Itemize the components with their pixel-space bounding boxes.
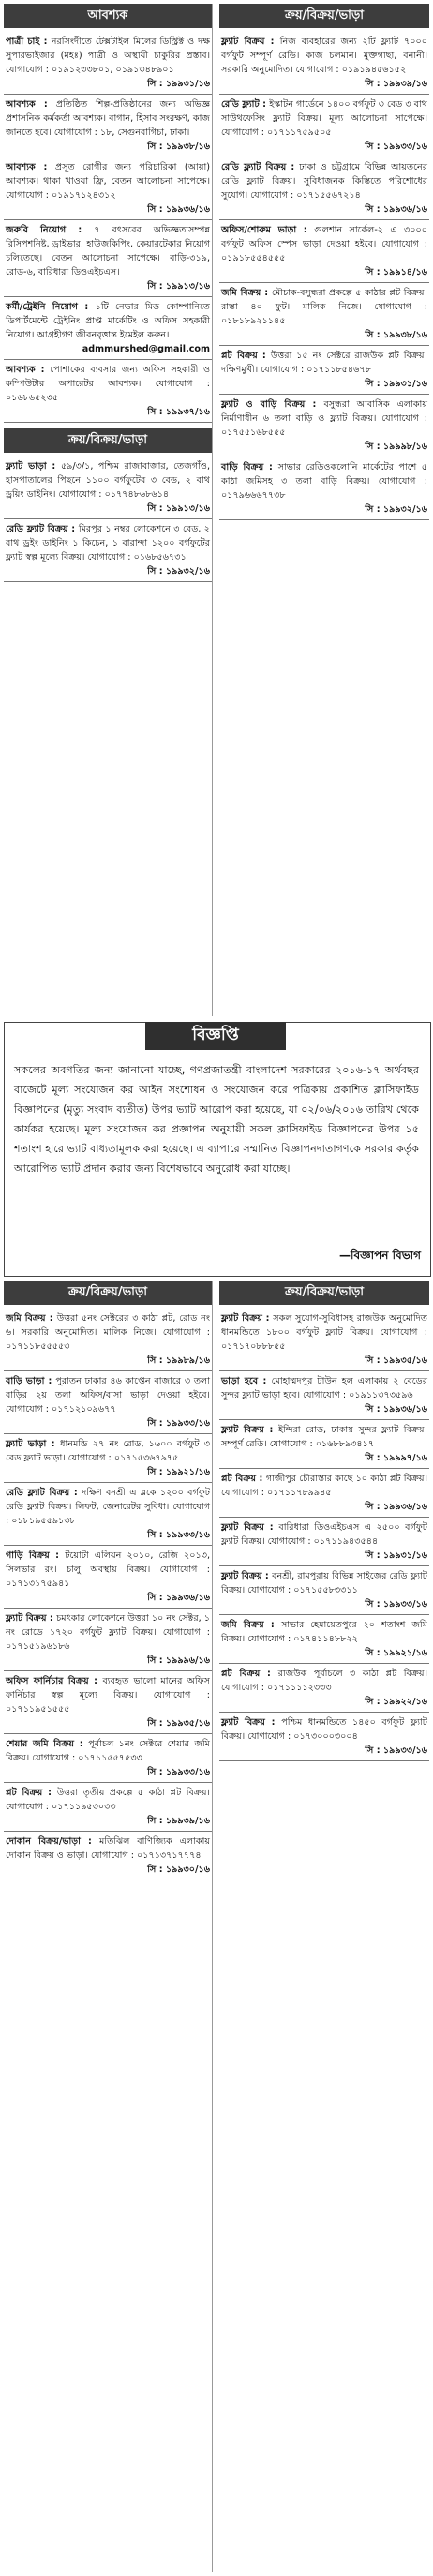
ad-body: সাভার রেডিওকলোনি মার্কেটের পাশে ৫ কাঠা জমিসহ ৩ তলা বাড়ি বিক্রয়। যোগাযোগ : ০১৭৯৬৬৬৭৭৩৮ [221, 462, 427, 501]
ad-heading: ফ্ল্যাট বিক্রয় : [221, 1522, 279, 1533]
section-banner: ক্রয়/বিক্রয়/ভাড়া [219, 4, 429, 28]
classified-ad [4, 1371, 212, 1434]
classified-ad [4, 1734, 212, 1783]
ad-contact: সি : ১৯৯২১/১৬ [365, 1648, 427, 1658]
ad-body: উত্তরা ৫নং সেক্টরের ৩ কাঠা প্লট, রোড নং ৬। সরকারি অনুমোদিত। মালিক নিজে। যোগাযোগ : ০১৭১১৮৫৫৫৫৩ [6, 1313, 210, 1352]
ad-heading: জমি বিক্রয় : [221, 1620, 281, 1630]
ad-heading: ফ্ল্যাট বিক্রয় : [221, 1571, 273, 1581]
classified-ad [4, 1483, 212, 1546]
ad-contact: সি : ১৯৯৩৬/১৬ [365, 1502, 427, 1512]
ad-contact: সি : ১৯৯৩৩/১৬ [365, 1599, 427, 1610]
ad-contact: সি : ১৯৯৩১/১৬ [147, 79, 210, 89]
ads-list-left-bottom [4, 1309, 212, 1880]
ad-heading: রেডি ফ্ল্যাট বিক্রয় : [6, 524, 79, 534]
ad-body: বারিধারা ডিওএইচএস এ ২৫০০ বর্গফুট ফ্ল্যাট বিক্রয়। যোগাযোগ : ০১৭১১৯৪৩৫৪৪ [221, 1522, 427, 1547]
ad-heading: বাড়ি বিক্রয় : [221, 462, 278, 472]
ads-list-right-top [219, 32, 429, 520]
ad-contact: সি : ১৯৯৩৮/১৬ [147, 142, 210, 152]
section-banner: আবশ্যক [4, 4, 212, 28]
classified-ad [219, 1518, 429, 1566]
ad-body: পূর্বাচল ১নং সেক্টরে শেয়ার জমি বিক্রয়। যোগাযোগ : ০১৭১১৫৫৭৫৩৩ [6, 1739, 210, 1763]
ad-heading: রেডি ফ্ল্যাট বিক্রয় : [221, 162, 300, 172]
ad-contact: সি : ১৯৯৯৬/১৬ [147, 1655, 210, 1666]
ad-heading: গাড়ি বিক্রয় : [6, 1550, 66, 1561]
ad-contact: সি : ১৯৯১৪/১৬ [365, 267, 427, 277]
ad-body: ইন্দিরা রোড, ঢাকায় সুন্দর ফ্ল্যাট বিক্রয়। সম্পূর্ণ রেডি। যোগাযোগ : ০১৬৮৮৯৩৪১৭ [221, 1425, 427, 1449]
ad-heading: কর্মী/ট্রেইনি নিয়োগ : [6, 302, 96, 312]
ads-list-left-mid [4, 457, 212, 582]
classified-ad [219, 457, 429, 520]
classified-ad [4, 297, 212, 360]
ad-contact: সি : ১৯৯৯৭/১৬ [365, 1453, 427, 1463]
ad-body: প্রসূত রোগীর জন্য পরিচারিকা (আয়া) আবশ্যক। থাকা খাওয়া ফ্রি, বেতন আলোচনা সাপেক্ষে। যোগাযোগ : ০১৯১৭১২৪৩১২ [6, 162, 211, 201]
ad-body: গাজীপুর চৌরাস্তার কাছে ১০ কাঠা প্লট বিক্রয়। যোগাযোগ : ০১৭১১৭৮৯৯৪৫ [221, 1474, 427, 1498]
classified-ad [219, 1420, 429, 1469]
ad-body: মতিঝিল বাণিজ্যিক এলাকায় দোকান বিক্রয় ও ভাড়া। যোগাযোগ : ০১৭১৩৭১৭৭৭৪ [6, 1836, 210, 1861]
ad-body: উত্তরা ১৫ নং সেক্টরে রাজউক প্লট বিক্রয়। দক্ষিণমুখী। যোগাযোগ : ০১৭১১৮৫৪৬৭৮ [221, 351, 427, 375]
classified-ad [219, 395, 429, 457]
classified-ad [4, 220, 212, 297]
ad-heading: রেডি ফ্ল্যাট বিক্রয় : [6, 1488, 82, 1498]
ad-body: সাভার হেমায়েতপুরে ২০ শতাংশ জমি বিক্রয়। যোগাযোগ : ০১৭৪১১৪৮৮২২ [221, 1620, 427, 1644]
classified-ad [219, 1664, 429, 1713]
ad-contact: admmurshed@gmail.com [82, 344, 210, 354]
ad-contact: সি : ১৯৯৯৮/১৬ [365, 442, 427, 452]
ad-contact: সি : ১৯৯৩৩/১৬ [365, 1745, 427, 1756]
ad-body: ব্যবহৃত ভালো মানের অফিস ফার্নিচার স্বল্প মূল্যে বিক্রয়। যোগাযোগ : ০১৭১১৯৫১৫৫৫ [6, 1676, 210, 1715]
ad-contact: সি : ১৯৯৩১/১৬ [365, 1550, 427, 1561]
ad-heading: অফিস ফার্নিচার বিক্রয় : [6, 1676, 103, 1686]
ad-heading: অফিস/শোরুম ভাড়া : [221, 225, 315, 235]
ad-contact: সি : ১৯৯৩৫/১৬ [147, 1718, 210, 1729]
ad-body: দক্ষিণ বনশ্রী এ ব্লকে ১২০০ বর্গফুট রেডি ফ্ল্যাট বিক্রয়। লিফট, জেনারেটর সুবিধা। যোগাযোগ : ০১৮১৯৫৫৯১৩৮ [6, 1488, 210, 1526]
column-left-bottom [4, 1281, 213, 2572]
ad-contact: সি : ১৯৯৩০/১৬ [147, 1865, 210, 1875]
ad-body: উত্তরা তৃতীয় প্রকল্পে ৫ কাঠা প্লট বিক্রয়। যোগাযোগ : ০১৭১১৯৫৩০৩৩ [6, 1788, 210, 1812]
ad-body: মিরপুর ১ নম্বর লোকেশনে ৩ বেড, ২ বাথ ড্রইং ডাইনিং ১ কিচেন, ১ বারান্দা ১২০০ বর্গফুটের ফ্ল্যাট স্বল্প মূল্যে বিক্রয়। যোগাযোগ : ০১৬৮৫৬৭৩১ [6, 524, 210, 562]
column-right-bottom [219, 1281, 429, 2572]
notice-signature: —বিজ্ঞাপন বিভাগ [339, 1249, 421, 1262]
ad-contact: সি : ১৯৯৩৫/১৬ [365, 1355, 427, 1366]
notice-body: সকলের অবগতির জন্য জানানো যাচ্ছে, গণপ্রজাতন্ত্রী বাংলাদেশ সরকারের ২০১৬-১৭ অর্থবছর বাজেটে মূল্য সংযোজন কর আইন সংশোধন ও সংযোজন করে পত্রিকায় প্রকাশিত ক্লাসিফাইড বিজ্ঞাপনের (মৃত্যু সংবাদ ব্যতীত) উপর ভ্যাট আরোপ করা হয়েছে, যা ০২/০৬/২০১৬ তারিখ থেকে কার্যকর হয়েছে। মূল্য সংযোজন কর প্রজ্ঞাপন অনুযায়ী সকল ক্লাসিফাইড বিজ্ঞাপনের উপর ১৫ শতাংশ হারে ভ্যাট বাধ্যতামূলক করা হয়েছে। এ ব্যাপারে সম্মানিত বিজ্ঞাপনদাতাগণকে সরকার কর্তৃক আরোপিত ভ্যাট প্রদান করার জন্য বিশেষভাবে অনুরোধ করা যাচ্ছে। [14, 1064, 419, 1175]
ad-contact: সি : ১৯৯৩৬/১৬ [147, 204, 210, 215]
classified-ad [4, 457, 212, 519]
classified-ad [4, 1434, 212, 1483]
ad-heading: বাড়ি ভাড়া : [6, 1376, 56, 1386]
ad-body: ঢাকা ও চট্টগ্রামে বিভিন্ন আয়তনের রেডি ফ্ল্যাট বিক্রয়। সুবিধাজনক কিস্তিতে পরিশোধের সুযোগ। যোগাযোগ : ০১৭১৫৫৬৭২১৪ [221, 162, 427, 201]
ad-contact: সি : ১৯৯২১/১৬ [147, 1467, 210, 1477]
ad-body: নিজ ব্যবহারের জন্য ২টি ফ্ল্যাট ৭০০০ বর্গফুট সম্পূর্ণ রেডি। কাজ চলমান। মুক্তগাছা, বনানী। সরকারি অনুমোদিত। যোগাযোগ : ০১৯১৯৪৫৬১৫২ [221, 37, 427, 75]
ad-heading: ফ্ল্যাট ভাড়া : [6, 461, 61, 472]
ad-contact: সি : ১৯৯৩১/১৬ [365, 379, 427, 389]
classified-ad [4, 1671, 212, 1734]
ad-heading: প্লট বিক্রয় : [221, 351, 271, 361]
classified-ad [4, 1546, 212, 1609]
ad-contact: সি : ১৯৯৩৭/১৬ [147, 407, 210, 417]
ad-body: মৌচাক-বসুন্ধরা প্রকল্পে ৫ কাঠার প্লট বিক্রয়। রাস্তা ৪০ ফুট। মালিক নিজে। যোগাযোগ : ০১৮১৮৯২১১৪৫ [221, 288, 427, 326]
ad-contact: সি : ১৯৯৩৬/১৬ [365, 1404, 427, 1415]
classified-ad [219, 283, 429, 346]
ad-body: নরসিংদীতে টেক্সটাইল মিলের ডিস্ট্রিক্ট ও দক্ষ সুপারভাইজার (মহঃ) পাত্রী ও অস্থায়ী চাকুরির প্রস্তাব। যোগাযোগ : ০১৯১২৩৩৮০১, ০১৯১৩৪৮৯০১ [6, 37, 210, 75]
ad-body: ১টি নেভার মিড কোম্পানিতে ডিপার্টমেন্টে ট্রেইনিং প্রাপ্ত মার্কেটিং ও অফিস সহকারী নিয়োগ। আগ্রহীগণ জীবনবৃত্তান্ত ইমেইল করুন। [6, 302, 210, 340]
ad-body: পুরাতন ঢাকার ৪৬ কাপ্তেন বাজারে ৩ তলা বাড়ির ২য় তলা অফিস/বাসা ভাড়া দেওয়া হইবে। যোগাযোগ : ০১৭১২১০৯৬৭৭ [6, 1376, 210, 1415]
ads-list-right-bottom [219, 1309, 429, 1761]
ad-contact: সি : ১৯৯৩৬/১৬ [147, 1593, 210, 1603]
ad-heading: আবশ্যক : [6, 365, 51, 375]
ad-body: ইস্কাটন গার্ডেনে ১৪০০ বর্গফুট ৩ বেড ৩ বাথ সাউথফেসিং ফ্ল্যাট বিক্রয়। মূল্য আলোচনা সাপেক্ষে। যোগাযোগ : ০১৭১১৭৫৯৫০৫ [221, 99, 428, 138]
classified-ad [219, 1615, 429, 1664]
ad-body: বনশ্রী, রামপুরায় বিভিন্ন সাইজের রেডি ফ্ল্যাট বিক্রয়। যোগাযোগ : ০১৭১৫৫৮৩৩১১ [221, 1571, 427, 1595]
ad-heading: ফ্ল্যাট বিক্রয় : [221, 1425, 279, 1435]
classified-ad [4, 1832, 212, 1880]
ad-heading: ফ্ল্যাট বিক্রয় : [6, 1613, 57, 1624]
classified-ad [4, 519, 212, 582]
ad-heading: জরুরি নিয়োগ : [6, 225, 95, 235]
ad-contact: সি : ১৯৯৩৯/১৬ [365, 79, 427, 89]
ad-heading: শেয়ার জমি বিক্রয় : [6, 1739, 89, 1749]
ad-contact: সি : ১৯৯২২/১৬ [365, 1697, 427, 1707]
ad-body: ধানমন্ডি ২৭ নং রোড, ১৬০০ বর্গফুট ৩ বেড ফ্ল্যাট ভাড়া। যোগাযোগ : ০১৭১৫৩৬৭৯৭৫ [6, 1439, 210, 1463]
ad-body: টয়োটা এলিয়ন ২০১০, রেজি ২০১৩, সিলভার রং। চালু অবস্থায় বিক্রয়। যোগাযোগ : ০১৭১৩১৭৫৯৪১ [6, 1550, 210, 1589]
ad-heading: আবশ্যক : [6, 162, 56, 172]
classified-ad [219, 1566, 429, 1615]
classified-ad [4, 1309, 212, 1371]
classified-ad [219, 1713, 429, 1761]
classified-ad [219, 1371, 429, 1420]
classified-ad [219, 220, 429, 283]
ad-heading: ফ্ল্যাট ভাড়া : [6, 1439, 61, 1449]
ad-contact: সি : ১৯৯১৩/১৬ [147, 503, 210, 514]
section-banner: ক্রয়/বিক্রয়/ভাড়া [4, 1281, 212, 1305]
ad-body: গুলশান সার্কেল-২ এ ৩০০০ বর্গফুট অফিস স্পেস ভাড়া দেওয়া হইবে। যোগাযোগ : ০১৯১৮৫৫৪৫৫৫ [221, 225, 427, 263]
ad-contact: সি : ১৯৯৩২/১৬ [365, 504, 427, 515]
classified-ad [219, 1469, 429, 1518]
ad-body: চমৎকার লোকেশনে উত্তরা ১০ নং সেক্টর, ১ নং রোডে ১৭২০ বর্গফুট ফ্ল্যাট বিক্রয়। যোগাযোগ : ০১৭১৫১৯৬১৮৬ [6, 1613, 210, 1652]
classified-ad [4, 32, 212, 95]
ad-heading: ফ্ল্যাট বিক্রয় : [221, 1717, 282, 1728]
section-banner: ক্রয়/বিক্রয়/ভাড়া [219, 1281, 429, 1305]
ad-heading: জমি বিক্রয় : [221, 288, 272, 298]
ad-heading: প্লট বিক্রয় : [221, 1474, 266, 1484]
ad-heading: ফ্ল্যাট ও বাড়ি বিক্রয় : [221, 399, 324, 410]
column-left-top [4, 4, 213, 1016]
ad-body: সকল সুযোগ-সুবিধাসহ রাজউক অনুমোদিত ধানমন্ডিতে ১৮০০ বর্গফুট ফ্ল্যাট বিক্রয়। যোগাযোগ : ০১৭১৭০৮৮৮৫৫ [221, 1313, 427, 1352]
classified-ad [219, 1309, 429, 1371]
ad-contact: সি : ১৯৯৩৬/১৬ [365, 204, 427, 215]
ad-contact: সি : ১৯৯৩৩/১৬ [147, 1530, 210, 1540]
ad-heading: ফ্ল্যাট বিক্রয় : [221, 1313, 274, 1324]
ad-heading: দোকান বিক্রয়/ভাড়া : [6, 1836, 100, 1847]
classified-ad [4, 360, 212, 423]
ad-heading: ফ্ল্যাট বিক্রয় : [221, 37, 280, 47]
ad-contact: সি : ১৯৯৩২/১৬ [147, 566, 210, 577]
ad-body: পোশাকের ব্যবসার জন্য অফিস সহকারী ও কম্পিউটার অপারেটর আবশ্যক। যোগাযোগ : ০১৬৮৬৫২৩৫ [6, 365, 211, 403]
ad-heading: রেডি ফ্ল্যাট : [221, 99, 270, 110]
ad-body: রাজউক পূর্বাচলে ৩ কাঠা প্লট বিক্রয়। যোগাযোগ : ০১৭১১১১২৩৩৩ [221, 1669, 427, 1693]
ad-contact: সি : ১৯৯৩৯/১৬ [147, 1816, 210, 1826]
ad-heading: প্লট বিক্রয় : [6, 1788, 57, 1798]
classified-ad [219, 95, 429, 157]
notice-title: বিজ্ঞপ্তি [145, 1022, 286, 1050]
classified-ad [4, 1783, 212, 1832]
column-right-top [219, 4, 429, 1016]
classified-ad [219, 346, 429, 395]
ad-contact: সি : ১৯৯৩৩/১৬ [147, 1767, 210, 1777]
classified-ad [4, 157, 212, 220]
notice-box [4, 1022, 431, 1277]
ad-body: ৭ বৎসরের অভিজ্ঞতাসম্পন্ন রিসিপশনিষ্ট, ড্রাইভার, হাউজকিপিং, কেয়ারটেকার নিয়োগ চলিতেছে। বেতন আলোচনা সাপেক্ষে। বাড়ি-৩১৯, রোড-৬, বারিধারা ডিওএইচএস। [6, 225, 210, 277]
classified-ad [4, 1609, 212, 1671]
ad-heading: পাত্রী চাই : [6, 37, 52, 47]
ad-heading: প্লট বিক্রয় : [221, 1669, 278, 1679]
classified-ad [219, 32, 429, 95]
ad-body: পশ্চিম ধানমন্ডিতে ১৪৫০ বর্গফুট ফ্ল্যাট বিক্রয়। যোগাযোগ : ০১৭৩০০০৩০০৪ [221, 1717, 427, 1742]
ad-heading: জমি বিক্রয় : [6, 1313, 57, 1324]
ad-contact: সি : ১৯৯৩৩/১৬ [147, 1418, 210, 1429]
section-banner: ক্রয়/বিক্রয়/ভাড়া [4, 428, 212, 453]
classified-ad [4, 95, 212, 157]
ads-list-left-top [4, 32, 212, 423]
ad-heading: ভাড়া হবে : [221, 1376, 272, 1386]
ad-body: প্রতিষ্ঠিত শিল্প-প্রতিষ্ঠানের জন্য অভিজ্ঞ প্রশাসনিক কর্মকর্তা আবশ্যক। বাগান, হিসাব সংরক্ষণ, কাজ জানতে হবে। যোগাযোগ : ১৮, সেগুনবাগিচা, ঢাকা। [6, 99, 210, 138]
ad-heading: আবশ্যক : [6, 99, 56, 110]
classified-ad [219, 157, 429, 220]
ad-contact: সি : ১৯৯৩৮/১৬ [365, 330, 427, 340]
ad-contact: সি : ১৯৯৮৯/১৬ [147, 1355, 210, 1366]
ad-contact: সি : ১৯৯১৩/১৬ [147, 281, 210, 292]
ad-contact: সি : ১৯৯৩৩/১৬ [365, 142, 427, 152]
ad-body: মোহাম্মদপুর টাউন হল এলাকায় ২ বেডের সুন্দর ফ্ল্যাট ভাড়া হবে। যোগাযোগ : ০১৯১১৩৭৩৫৯৬ [221, 1376, 427, 1400]
ad-body: ৫৯/৩/১, পশ্চিম রাজাবাজার, তেজগাঁও, হাসপাতালের পিছনে ১১০০ বর্গফুটের ৩ বেড, ২ বাথ ড্রয়িং ডাইনিং। যোগাযোগ : ০১৭৭৪৮৬৮৬১৪ [6, 461, 210, 500]
ad-body: বসুন্ধরা আবাসিক এলাকায় নির্মাণাধীন ৬ তলা বাড়ি ও ফ্ল্যাট বিক্রয়। যোগাযোগ : ০১৭৫৫১৬৮৫৫৫ [221, 399, 427, 438]
